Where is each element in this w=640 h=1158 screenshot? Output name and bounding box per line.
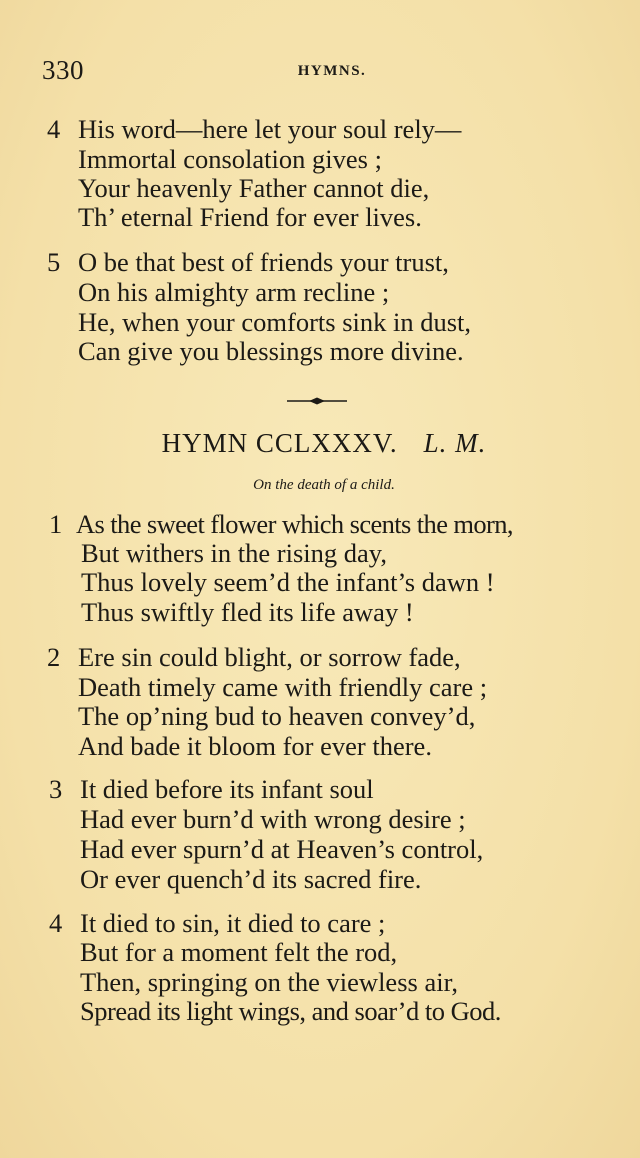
verse-line: He, when your comforts sink in dust, bbox=[78, 307, 472, 337]
verse-line: O be that best of friends your trust, bbox=[78, 247, 449, 277]
verse-line: And bade it bloom for ever there. bbox=[78, 731, 432, 761]
verse-line: His word—here let your soul rely— bbox=[78, 114, 462, 144]
hymn-meter: L. M. bbox=[423, 428, 487, 458]
verse-line: Immortal consolation gives ; bbox=[78, 144, 382, 174]
verse-line: It died to sin, it died to care ; bbox=[80, 908, 386, 938]
verse-line: Or ever quench’d its sacred fire. bbox=[80, 864, 422, 894]
verse-line: But for a moment felt the rod, bbox=[80, 937, 398, 967]
page-number: 330 bbox=[42, 55, 84, 85]
hymn-subtitle: On the death of a child. bbox=[253, 477, 395, 493]
verse-line: Your heavenly Father cannot die, bbox=[78, 173, 430, 203]
stanza-number: 2 bbox=[47, 642, 61, 672]
verse-line: The op’ning bud to heaven convey’d, bbox=[78, 701, 476, 731]
verse-line: Th’ eternal Friend for ever lives. bbox=[78, 202, 422, 232]
verse-line: Thus lovely seem’d the infant’s dawn ! bbox=[81, 567, 495, 597]
verse-line: On his almighty arm recline ; bbox=[78, 277, 390, 307]
running-head: HYMNS. bbox=[297, 63, 367, 79]
verse-line: As the sweet flower which scents the morn, bbox=[76, 509, 513, 539]
ornament-divider-icon bbox=[287, 397, 347, 405]
verse-line: Ere sin could blight, or sorrow fade, bbox=[78, 642, 461, 672]
hymn-title bbox=[0, 428, 640, 459]
verse-line: Had ever burn’d with wrong desire ; bbox=[80, 804, 466, 834]
verse-line: Can give you blessings more divine. bbox=[78, 336, 464, 366]
stanza-number: 1 bbox=[49, 509, 63, 539]
stanza-number: 4 bbox=[49, 908, 63, 938]
verse-line: But withers in the rising day, bbox=[81, 538, 387, 568]
verse-line: Then, springing on the viewless air, bbox=[80, 967, 458, 997]
stanza-number: 3 bbox=[49, 774, 63, 804]
verse-line: It died before its infant soul bbox=[80, 774, 374, 804]
verse-line: Thus swiftly fled its life away ! bbox=[81, 597, 414, 627]
hymn-number: HYMN CCLXXXV. bbox=[161, 428, 398, 458]
verse-line: Spread its light wings, and soar’d to God. bbox=[80, 996, 501, 1026]
verse-line: Death timely came with friendly care ; bbox=[78, 672, 488, 702]
stanza-number: 5 bbox=[47, 247, 61, 277]
stanza-number: 4 bbox=[47, 114, 61, 144]
verse-line: Had ever spurn’d at Heaven’s control, bbox=[80, 834, 484, 864]
